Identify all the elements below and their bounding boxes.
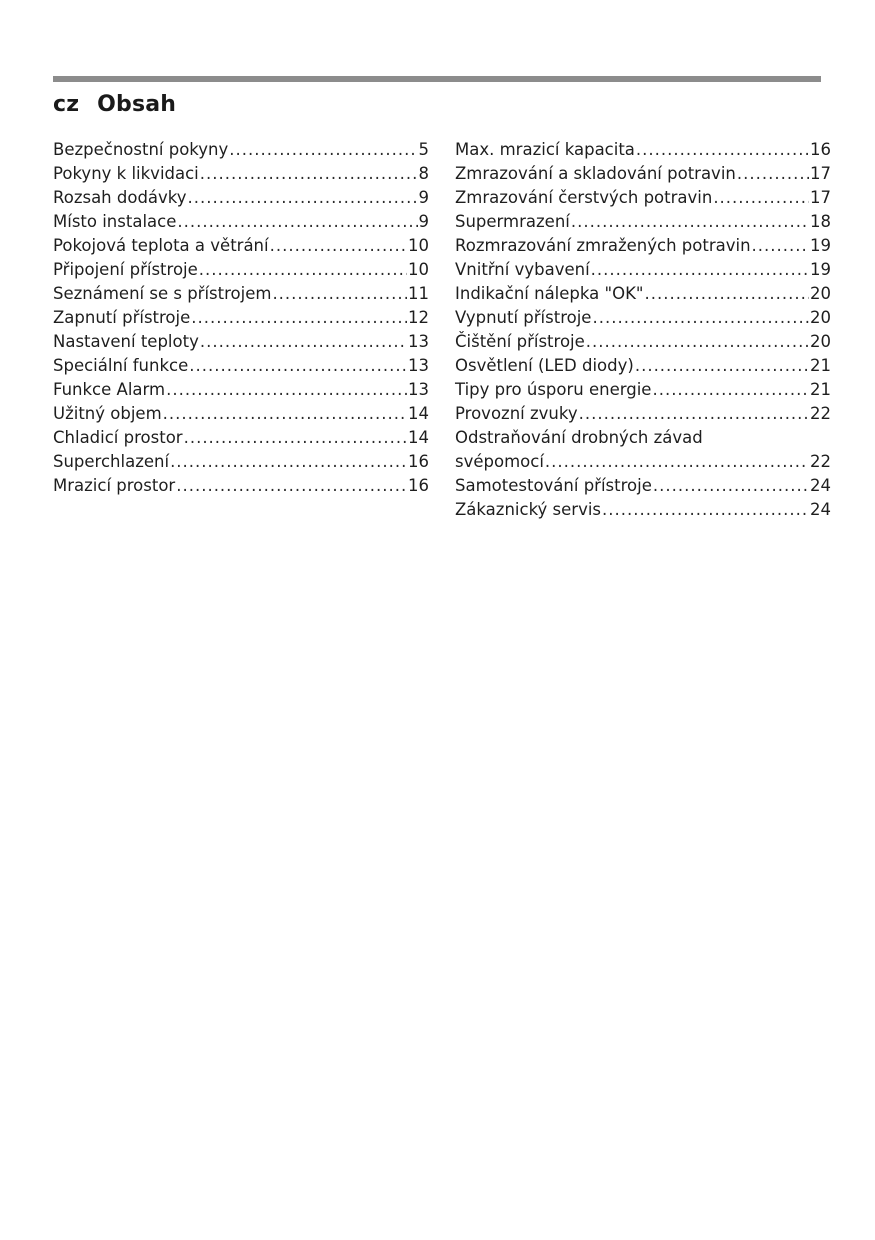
toc-entry-page: 8 [418,164,429,183]
toc-entry-title: Zmrazování a skladování potravin [455,164,736,183]
toc-entry-title: Vnitřní vybavení [455,260,590,279]
toc-entry[interactable] [53,378,429,402]
language-code: cz [53,92,80,117]
toc-entry[interactable] [455,474,831,498]
toc-entry-title: Supermrazení [455,212,570,231]
toc-entry-title: Osvětlení (LED diody) [455,356,634,375]
toc-leader [752,234,809,258]
toc-leader [713,186,809,210]
toc-entry-title: Užitný objem [53,404,162,423]
toc-entry[interactable] [53,354,429,378]
toc-entry-title: Zákaznický servis [455,500,602,519]
toc-leader [176,474,407,498]
toc-entry[interactable] [455,210,831,234]
toc-entry[interactable] [455,234,831,258]
toc-leader [191,306,407,330]
toc-entry-title: Pokojová teplota a větrání [53,236,269,255]
toc-leader [545,450,809,474]
toc-entry[interactable] [455,354,831,378]
toc-entry-page: 24 [810,476,831,495]
toc-leader [653,474,809,498]
toc-leader [652,378,809,402]
toc-entry-title: Speciální funkce [53,356,189,375]
toc-leader [189,354,407,378]
toc-entry[interactable] [53,426,429,450]
toc-leader [229,138,417,162]
toc-entry-title: Zmrazování čerstvých potravin [455,188,713,207]
toc-entry-page: 20 [810,308,831,327]
toc-entry-page: 20 [810,332,831,351]
toc-entry-page: 19 [810,260,831,279]
toc-leader [571,210,809,234]
toc-leader [199,258,407,282]
toc-entry-page: 21 [810,356,831,375]
toc-entry-page: 10 [408,236,429,255]
toc-entry-title: Rozsah dodávky [53,188,187,207]
toc-entry[interactable] [53,210,429,234]
toc-leader [737,162,809,186]
toc-entry[interactable] [455,402,831,426]
toc-entry[interactable] [455,162,831,186]
toc-leader [635,354,809,378]
toc-leader [200,330,407,354]
toc-entry-title: Mrazicí prostor [53,476,176,495]
toc-entry-title: Čištění přístroje [455,332,585,351]
toc-entry[interactable] [53,402,429,426]
toc-column-left [53,138,429,498]
toc-entry[interactable] [53,450,429,474]
toc-entry-title: Vypnutí přístroje [455,308,592,327]
toc-entry[interactable] [455,282,831,306]
toc-entry[interactable] [53,234,429,258]
toc-entry-title: Odstraňování drobných závad [455,428,703,447]
toc-leader [602,498,809,522]
toc-leader [645,282,809,306]
toc-entry-page: 18 [810,212,831,231]
toc-leader [586,330,809,354]
toc-leader [272,282,407,306]
toc-leader [592,306,809,330]
toc-entry[interactable] [455,138,831,162]
toc-entry[interactable] [455,426,831,450]
toc-entry[interactable] [53,138,429,162]
page-title-text: Obsah [97,92,177,117]
toc-entry-page: 16 [408,476,429,495]
toc-entry-title: Samotestování přístroje [455,476,652,495]
toc-entry-title: Bezpečnostní pokyny [53,140,229,159]
toc-entry[interactable] [455,306,831,330]
toc-entry[interactable] [53,186,429,210]
toc-entry[interactable] [455,450,831,474]
toc-leader [579,402,809,426]
toc-entry-page: 13 [408,380,429,399]
toc-entry-page: 12 [408,308,429,327]
toc-entry-page: 22 [810,404,831,423]
toc-entry-page: 5 [418,140,429,159]
toc-entry-title: svépomocí [455,452,544,471]
toc-leader [591,258,809,282]
toc-entry-title: Připojení přístroje [53,260,198,279]
toc-entry[interactable] [53,330,429,354]
toc-entry[interactable] [53,258,429,282]
toc-entry-title: Nastavení teploty [53,332,199,351]
toc-leader [188,186,418,210]
toc-column-right [455,138,831,522]
toc-entry-title: Superchlazení [53,452,170,471]
toc-entry-page: 11 [408,284,429,303]
toc-entry[interactable] [455,186,831,210]
toc-entry-title: Místo instalace [53,212,177,231]
toc-entry-page: 22 [810,452,831,471]
toc-entry-page: 16 [408,452,429,471]
toc-entry-page: 19 [810,236,831,255]
toc-entry-page: 14 [408,404,429,423]
toc-entry[interactable] [53,306,429,330]
toc-entry-page: 21 [810,380,831,399]
toc-entry[interactable] [53,282,429,306]
toc-leader [177,210,417,234]
toc-entry-page: 17 [810,188,831,207]
toc-leader [184,426,407,450]
toc-entry[interactable] [53,162,429,186]
toc-entry-title: Seznámení se s přístrojem [53,284,272,303]
toc-entry-page: 24 [810,500,831,519]
toc-entry-page: 13 [408,356,429,375]
toc-entry-title: Funkce Alarm [53,380,166,399]
toc-entry-title: Indikační nálepka "OK" [455,284,644,303]
page-title [53,92,176,117]
toc-entry-title: Rozmrazování zmražených potravin [455,236,751,255]
toc-leader [636,138,809,162]
toc-entry-page: 16 [810,140,831,159]
toc-entry-page: 17 [810,164,831,183]
toc-leader [163,402,407,426]
toc-entry-title: Chladicí prostor [53,428,183,447]
toc-entry-title: Tipy pro úsporu energie [455,380,652,399]
toc-entry-page: 9 [418,212,429,231]
toc-leader [166,378,407,402]
toc-leader [200,162,418,186]
toc-entry-title: Zapnutí přístroje [53,308,191,327]
top-rule [53,76,821,82]
toc-entry-page: 9 [418,188,429,207]
toc-entry[interactable] [455,330,831,354]
toc-entry-page: 10 [408,260,429,279]
toc-entry[interactable] [455,258,831,282]
toc-entry[interactable] [455,498,831,522]
toc-entry-title: Max. mrazicí kapacita [455,140,635,159]
toc-entry-title: Pokyny k likvidaci [53,164,199,183]
toc-entry-page: 14 [408,428,429,447]
toc-leader [270,234,407,258]
toc-entry-page: 20 [810,284,831,303]
toc-entry-page: 13 [408,332,429,351]
toc-leader [170,450,407,474]
toc-entry-title: Provozní zvuky [455,404,578,423]
toc-entry[interactable] [455,378,831,402]
toc-entry[interactable] [53,474,429,498]
